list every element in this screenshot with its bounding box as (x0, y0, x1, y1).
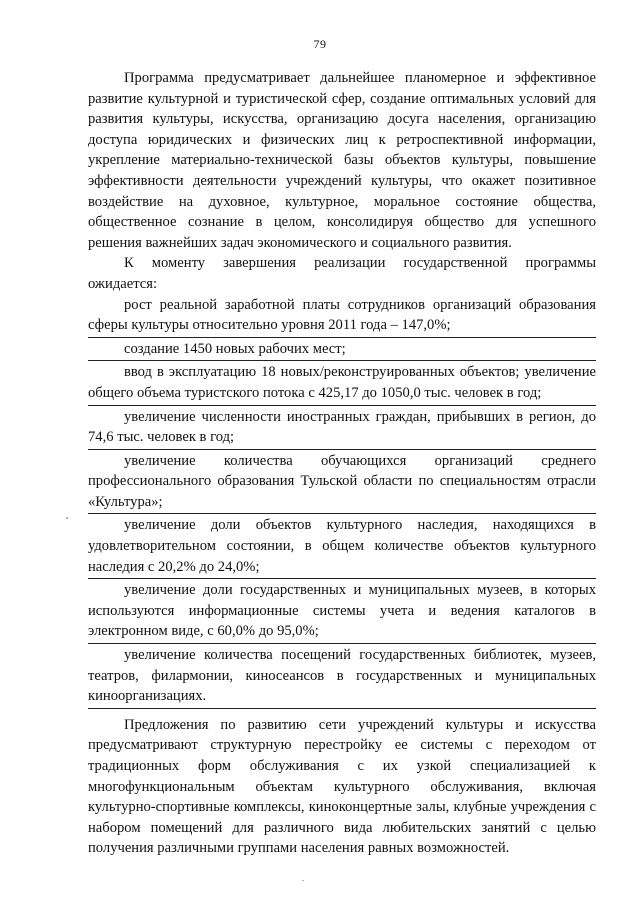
list-item: ввод в эксплуатацию 18 новых/реконструированных объектов; увеличение общего объема туристского потока с 425,17 до 1050,0 тыс. человек в год; (88, 362, 596, 405)
page-body (88, 68, 596, 859)
proposals-paragraph: Предложения по развитию сети учреждений культуры и искусства предусматривают структурную перестройку ее системы с переходом от традиционных форм обслуживания с их узкой специализацией к многофункциональным объектам культурного обслуживания, включая культурно-спортивные комплексы, киноконцертные залы, клубные учреждения с набором помещений для различного вида любительских занятий с целью получения различными группами населения равных возможностей. (88, 716, 596, 857)
list-item: увеличение доли объектов культурного наследия, находящихся в удовлетворительном состоянии, в общем количестве объектов культурного наследия с 20,2% до 24,0%; (88, 515, 596, 579)
list-item: увеличение количества посещений государственных библиотек, музеев, театров, филармонии, киносеансов в государственных и муниципальных киноорганизациях. (88, 645, 596, 709)
page-number: 79 (313, 37, 327, 51)
intro-paragraph: Программа предусматривает дальнейшее планомерное и эффективное развитие культурной и туристической сфер, создание оптимальных условий для развития культуры, искусства, организацию досуга населения, организацию доступа юридических и физических лиц к ретроспективной информации, укрепление материально-технической базы объектов культуры, повышение эффективности деятельности учреждений культуры, что окажет позитивное воздействие на духовное, культурное, моральное состояние общества, общественное сознание в целом, консолидируя общество для успешного решения важнейших задач экономического и социального развития. (88, 70, 596, 251)
list-item: увеличение доли государственных и муниципальных музеев, в которых используются информационные системы учета и ведения каталогов в электронном виде, с 60,0% до 95,0%; (88, 580, 596, 644)
expected-results-heading: К моменту завершения реализации государственной программы ожидается: (88, 255, 596, 292)
list-item: создание 1450 новых рабочих мест; (88, 339, 596, 362)
list-item: рост реальной заработной платы сотрудников организаций образования сферы культуры относительно уровня 2011 года – 147,0%; (88, 295, 596, 338)
list-item: увеличение количества обучающихся организаций среднего профессионального образования Тульской области по специальностям отрасли «Культура»; (88, 451, 596, 515)
scan-speck (66, 517, 68, 519)
scan-speck (302, 880, 304, 881)
list-item: увеличение численности иностранных граждан, прибывших в регион, до 74,6 тыс. человек в год; (88, 407, 596, 450)
